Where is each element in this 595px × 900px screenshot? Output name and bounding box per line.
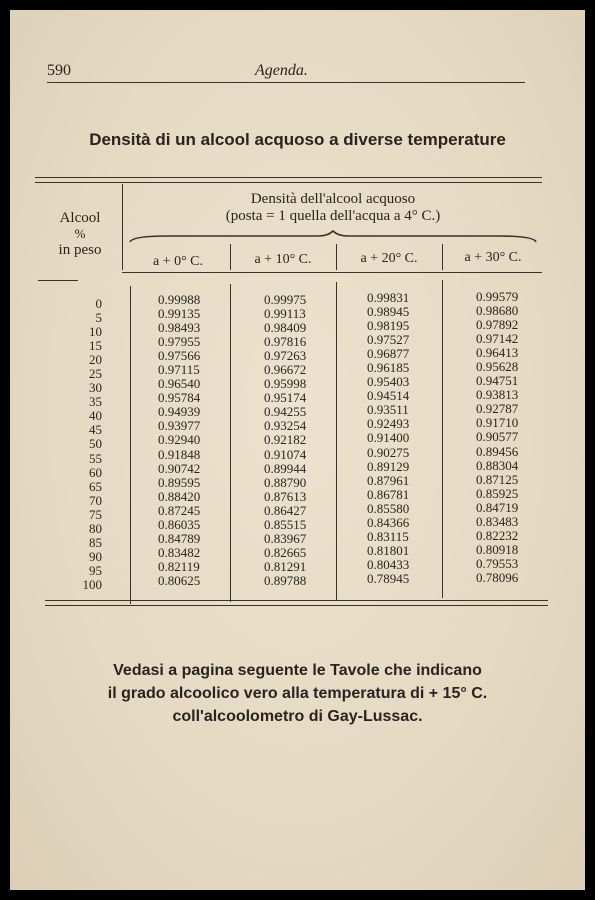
stub-line-2: %: [74, 226, 86, 241]
footer-line-3: coll'alcoolometro di Gay-Lussac.: [172, 708, 423, 725]
footer-line-2: il grado alcoolico vero alla temperatura di + 15° C.: [107, 685, 488, 702]
density-10c-value: 0.99113: [264, 306, 306, 322]
density-0c-value: 0.93977: [158, 418, 201, 434]
density-10c-value: 0.85515: [264, 516, 307, 532]
density-10c-value: 0.89788: [264, 572, 307, 588]
stub-divider-header: [122, 184, 123, 270]
alcohol-value: 40: [89, 408, 102, 424]
book-page: [10, 10, 585, 890]
density-0c-value: 0.83482: [158, 544, 201, 560]
table-bottom-rule: [45, 600, 548, 606]
density-0c-value: 0.97115: [158, 362, 200, 378]
density-30c-value: 0.83483: [476, 513, 519, 529]
page-number: 590: [47, 62, 71, 79]
alcohol-value: 15: [89, 338, 102, 354]
density-10c-value: 0.97816: [264, 334, 307, 350]
group-heading-line-2: (posta = 1 quella dell'acqua a 4° C.): [225, 208, 441, 224]
density-20c-value: 0.96185: [367, 360, 410, 376]
density-10c-value: 0.82665: [264, 544, 307, 560]
density-20c-value: 0.92493: [367, 416, 410, 432]
alcohol-value: 10: [89, 324, 102, 340]
alcohol-value: 75: [89, 506, 102, 522]
density-10c-value: 0.97263: [264, 348, 307, 364]
density-10c-value: 0.95998: [264, 376, 307, 392]
alcohol-value: 95: [89, 562, 102, 578]
density-0c-value: 0.98493: [158, 320, 201, 336]
col-head-divider: [336, 244, 337, 270]
alcohol-value: 30: [89, 380, 102, 396]
header-bottom-rule: [122, 272, 542, 273]
density-20c-value: 0.95403: [367, 374, 410, 390]
density-10c-value: 0.99975: [264, 292, 307, 307]
group-heading-line-1: Densità dell'alcool acquoso: [250, 191, 416, 207]
col-head-30c: a + 30° C.: [464, 250, 522, 265]
running-title: Agenda.: [255, 62, 308, 79]
density-0c-value: 0.99988: [158, 292, 201, 307]
density-0c-value: 0.91848: [158, 446, 201, 462]
density-30c-value: 0.97142: [476, 331, 519, 347]
stub-heading: [40, 210, 120, 258]
alcohol-column: [52, 297, 102, 592]
density-30c-value: 0.95628: [476, 359, 519, 375]
alcohol-value: 80: [89, 520, 102, 536]
density-30c-value: 0.88304: [476, 457, 519, 473]
density-30c-value: 0.82232: [476, 527, 519, 543]
density-10c-value: 0.96672: [264, 362, 307, 378]
density-30c-value: 0.94751: [476, 373, 519, 389]
alcohol-value: 90: [89, 548, 102, 564]
density-20c-value: 0.91400: [367, 430, 410, 446]
alcohol-value: 70: [89, 492, 102, 508]
alcohol-value: 50: [89, 436, 102, 452]
density-0c-value: 0.89595: [158, 474, 201, 490]
stub-line-1: Alcool: [59, 210, 101, 226]
group-heading: [128, 191, 538, 225]
density-20c-value: 0.97527: [367, 332, 410, 348]
density-30c-value: 0.84719: [476, 499, 519, 515]
density-0c-value: 0.84789: [158, 530, 201, 546]
density-10c-value: 0.95174: [264, 390, 307, 406]
col-head-10c: a + 10° C.: [254, 252, 312, 267]
density-10c-value: 0.91074: [264, 446, 307, 462]
density-10c-value: 0.81291: [264, 558, 307, 574]
density-30c-value: 0.92787: [476, 401, 519, 417]
stub-rule: [38, 280, 78, 281]
alcohol-value: 20: [89, 352, 102, 368]
density-0c-value: 0.87245: [158, 502, 201, 518]
density-10c-value: 0.88790: [264, 474, 307, 490]
alcohol-value: 55: [89, 450, 102, 466]
density-10c-value: 0.94255: [264, 404, 307, 420]
density-0c-value: 0.80625: [158, 572, 201, 588]
density-30c-value: 0.97892: [476, 317, 519, 333]
density-10c-value: 0.93254: [264, 418, 307, 434]
density-20c-value: 0.84366: [367, 514, 410, 530]
alcohol-value: 5: [95, 310, 102, 326]
density-30c-value: 0.79553: [476, 555, 519, 571]
density-10c-column: [264, 293, 306, 588]
density-30c-value: 0.85925: [476, 485, 519, 501]
density-20c-value: 0.81801: [367, 542, 410, 558]
body-divider-4: [442, 280, 443, 598]
density-30c-value: 0.93813: [476, 387, 519, 403]
footer-line-1: Vedasi a pagina seguente le Tavole che indicano: [113, 662, 482, 679]
alcohol-value: 45: [89, 422, 102, 438]
density-0c-value: 0.94939: [158, 404, 201, 420]
density-20c-value: 0.86781: [367, 486, 410, 502]
density-10c-value: 0.92182: [264, 432, 307, 448]
alcohol-value: 0: [95, 296, 102, 311]
stub-line-3: in peso: [58, 242, 102, 258]
table-title: Densità di un alcool acquoso a diverse temperature: [89, 130, 506, 149]
density-20c-value: 0.96877: [367, 346, 410, 362]
density-20c-value: 0.83115: [367, 528, 409, 544]
density-0c-column: [158, 293, 200, 588]
density-0c-value: 0.88420: [158, 488, 201, 504]
density-20c-value: 0.87961: [367, 472, 410, 488]
header-rule: [47, 82, 525, 83]
density-20c-value: 0.98945: [367, 304, 410, 320]
density-20c-value: 0.94514: [367, 388, 410, 404]
density-10c-value: 0.86427: [264, 502, 307, 518]
alcohol-value: 60: [89, 464, 102, 480]
alcohol-value: 85: [89, 534, 102, 550]
density-30c-value: 0.96413: [476, 345, 519, 361]
density-0c-value: 0.92940: [158, 432, 201, 448]
density-20c-value: 0.93511: [367, 402, 409, 418]
group-brace: [128, 230, 538, 246]
alcohol-value: 25: [89, 366, 102, 382]
alcohol-value: 65: [89, 478, 102, 494]
col-head-divider: [442, 244, 443, 270]
density-20c-value: 0.99831: [367, 290, 410, 305]
density-30c-value: 0.90577: [476, 429, 519, 445]
density-30c-value: 0.78096: [476, 569, 519, 585]
alcohol-value: 100: [82, 576, 102, 592]
density-30c-value: 0.98680: [476, 303, 519, 319]
density-0c-value: 0.97566: [158, 348, 201, 364]
density-0c-value: 0.82119: [158, 558, 200, 574]
density-0c-value: 0.86035: [158, 516, 201, 532]
density-0c-value: 0.99135: [158, 306, 201, 322]
col-head-0c: a + 0° C.: [152, 254, 204, 269]
alcohol-value: 35: [89, 394, 102, 410]
body-divider-1: [130, 286, 131, 604]
col-head-divider: [230, 244, 231, 270]
density-0c-value: 0.95784: [158, 390, 201, 406]
density-30c-value: 0.89456: [476, 443, 519, 459]
density-30c-column: [476, 290, 518, 585]
body-divider-3: [336, 282, 337, 600]
density-30c-value: 0.87125: [476, 471, 519, 487]
density-30c-value: 0.91710: [476, 415, 519, 431]
density-20c-value: 0.90275: [367, 444, 410, 460]
density-20c-value: 0.80433: [367, 556, 410, 572]
density-30c-value: 0.99579: [476, 289, 519, 304]
density-0c-value: 0.97955: [158, 334, 201, 350]
col-head-20c: a + 20° C.: [360, 251, 418, 266]
density-10c-value: 0.98409: [264, 320, 307, 336]
density-10c-value: 0.89944: [264, 460, 307, 476]
density-30c-value: 0.80918: [476, 541, 519, 557]
density-10c-value: 0.83967: [264, 530, 307, 546]
density-0c-value: 0.90742: [158, 460, 201, 476]
density-20c-value: 0.85580: [367, 500, 410, 516]
density-20c-value: 0.98195: [367, 318, 410, 334]
density-20c-value: 0.89129: [367, 458, 410, 474]
density-20c-value: 0.78945: [367, 570, 410, 586]
density-20c-column: [367, 291, 409, 586]
body-divider-2: [230, 284, 231, 602]
table-top-rule: [35, 177, 542, 183]
density-0c-value: 0.96540: [158, 376, 201, 392]
density-10c-value: 0.87613: [264, 488, 307, 504]
